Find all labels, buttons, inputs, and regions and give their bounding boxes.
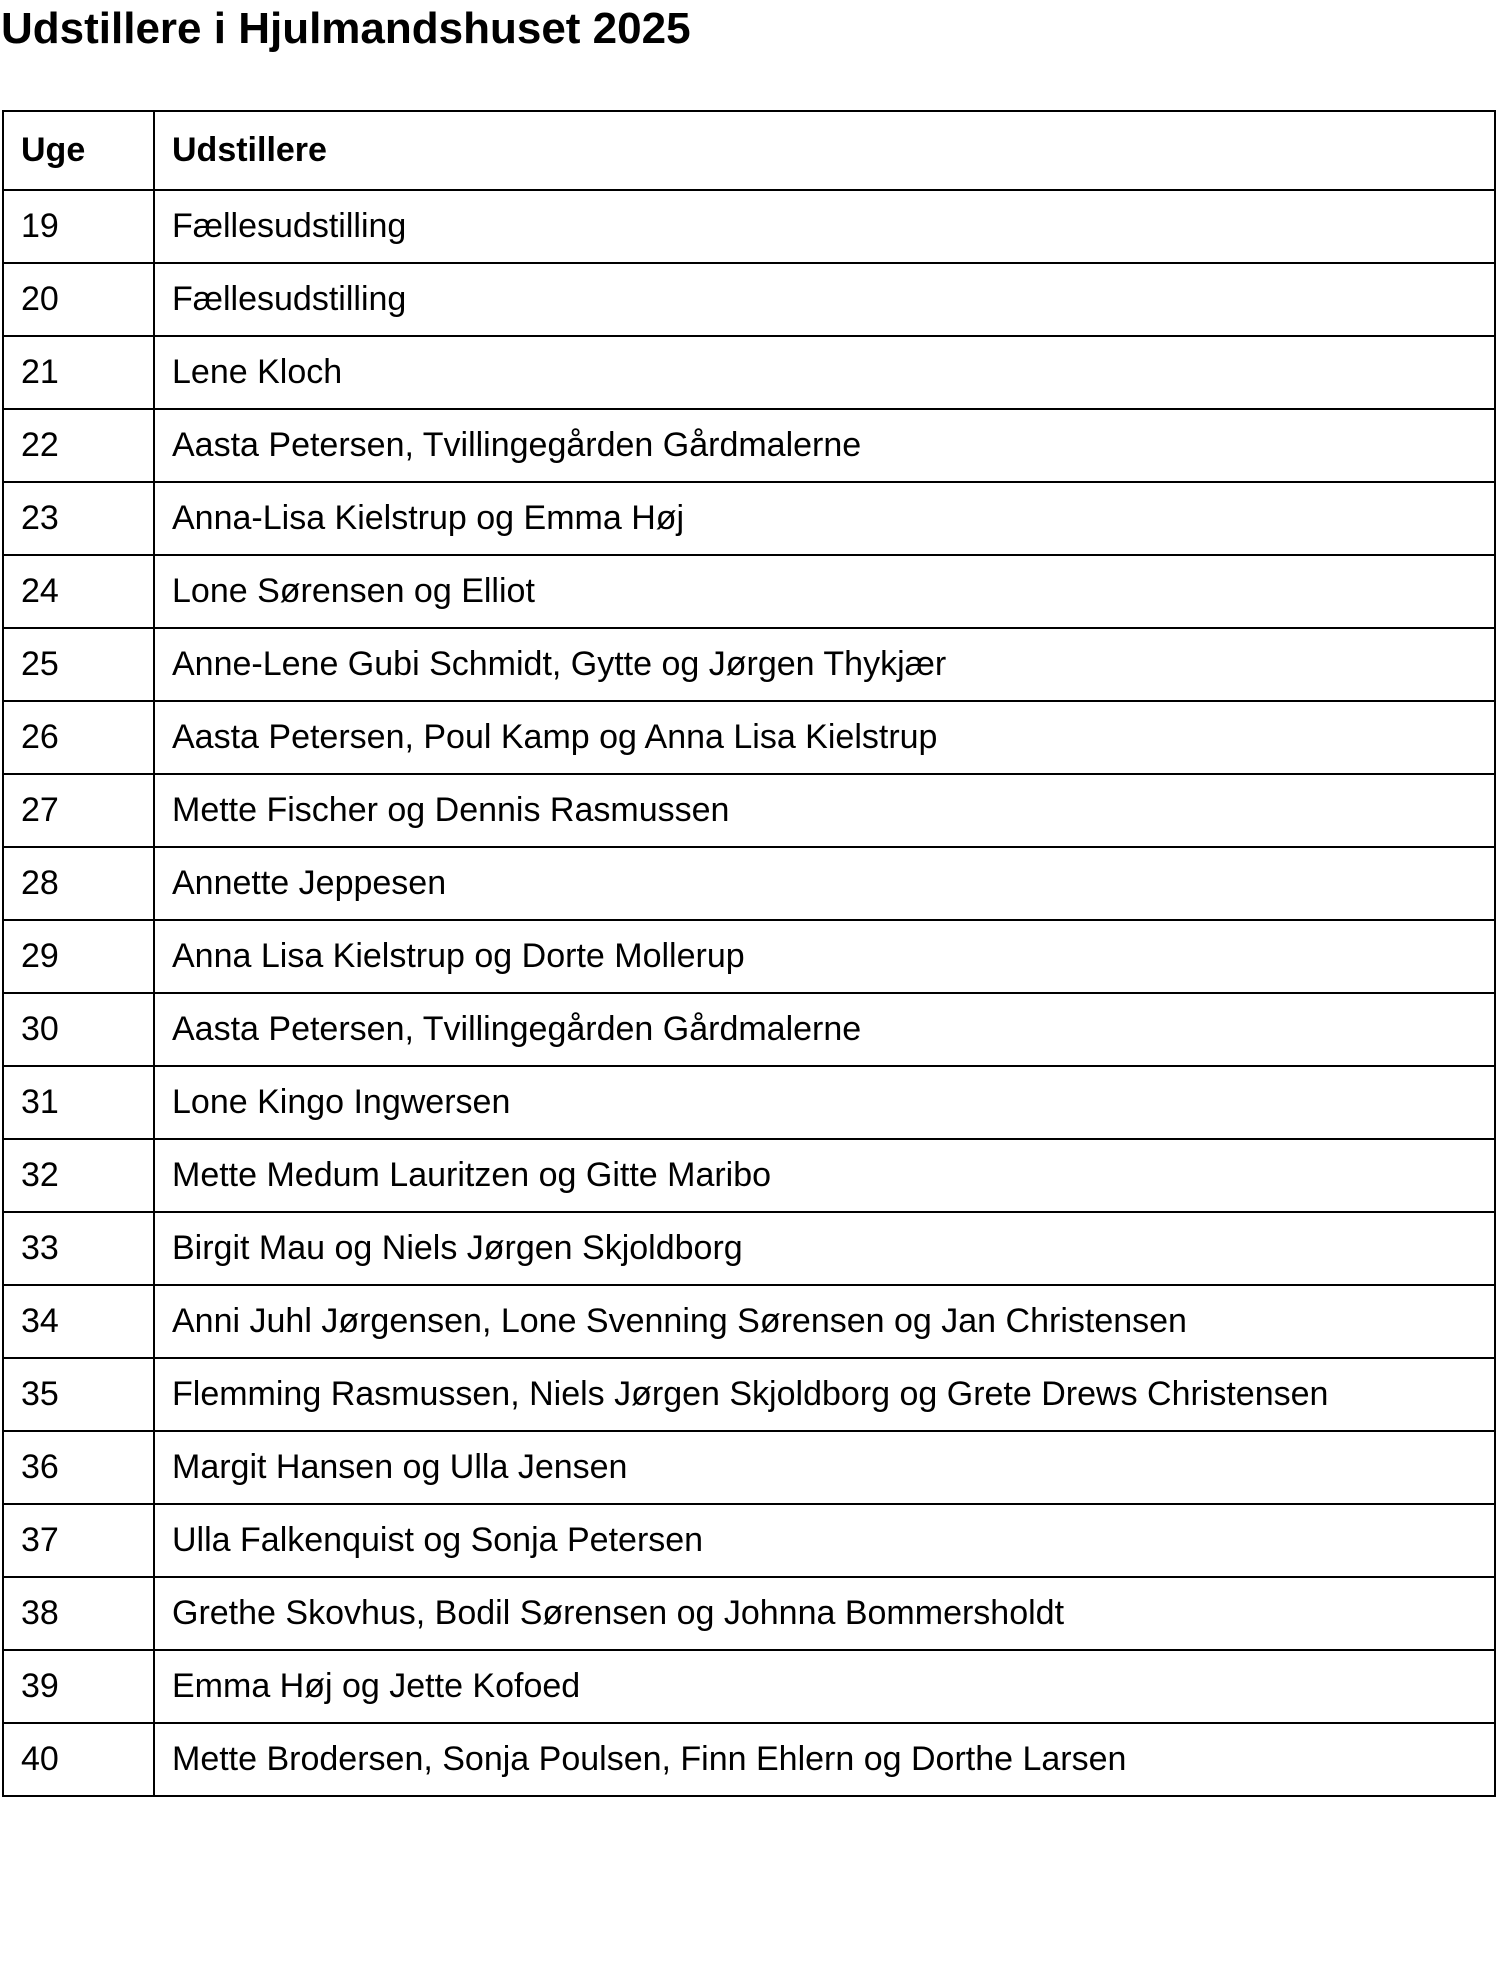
table-row bbox=[3, 1504, 1495, 1577]
exhibitors-cell: Lene Kloch bbox=[154, 336, 1495, 409]
table-row bbox=[3, 1066, 1495, 1139]
exhibitors-cell: Birgit Mau og Niels Jørgen Skjoldborg bbox=[154, 1212, 1495, 1285]
header-exhibitors: Udstillere bbox=[154, 111, 1495, 190]
table-row bbox=[3, 1577, 1495, 1650]
exhibitor-schedule-table bbox=[2, 110, 1496, 1797]
table-row bbox=[3, 1358, 1495, 1431]
exhibitors-cell: Aasta Petersen, Tvillingegården Gårdmalerne bbox=[154, 993, 1495, 1066]
exhibitors-cell: Fællesudstilling bbox=[154, 263, 1495, 336]
week-cell: 24 bbox=[3, 555, 154, 628]
week-cell: 40 bbox=[3, 1723, 154, 1796]
week-cell: 39 bbox=[3, 1650, 154, 1723]
week-cell: 31 bbox=[3, 1066, 154, 1139]
table-row bbox=[3, 774, 1495, 847]
exhibitors-cell: Aasta Petersen, Tvillingegården Gårdmalerne bbox=[154, 409, 1495, 482]
table-row bbox=[3, 190, 1495, 263]
exhibitors-cell: Mette Brodersen, Sonja Poulsen, Finn Ehlern og Dorthe Larsen bbox=[154, 1723, 1495, 1796]
week-cell: 37 bbox=[3, 1504, 154, 1577]
table-row bbox=[3, 263, 1495, 336]
exhibitors-cell: Mette Fischer og Dennis Rasmussen bbox=[154, 774, 1495, 847]
table-row bbox=[3, 628, 1495, 701]
week-cell: 25 bbox=[3, 628, 154, 701]
exhibitors-cell: Fællesudstilling bbox=[154, 190, 1495, 263]
exhibitors-cell: Ulla Falkenquist og Sonja Petersen bbox=[154, 1504, 1495, 1577]
week-cell: 30 bbox=[3, 993, 154, 1066]
table-row bbox=[3, 920, 1495, 993]
week-cell: 20 bbox=[3, 263, 154, 336]
exhibitors-cell: Margit Hansen og Ulla Jensen bbox=[154, 1431, 1495, 1504]
table-row bbox=[3, 1139, 1495, 1212]
week-cell: 22 bbox=[3, 409, 154, 482]
table-row bbox=[3, 993, 1495, 1066]
table-row bbox=[3, 1285, 1495, 1358]
week-cell: 27 bbox=[3, 774, 154, 847]
table-row bbox=[3, 1431, 1495, 1504]
table-row bbox=[3, 409, 1495, 482]
page-title: Udstillere i Hjulmandshuset 2025 bbox=[1, 4, 691, 53]
table-row bbox=[3, 1212, 1495, 1285]
week-cell: 34 bbox=[3, 1285, 154, 1358]
week-cell: 29 bbox=[3, 920, 154, 993]
week-cell: 21 bbox=[3, 336, 154, 409]
exhibitors-cell: Flemming Rasmussen, Niels Jørgen Skjoldborg og Grete Drews Christensen bbox=[154, 1358, 1495, 1431]
table-header-row bbox=[3, 111, 1495, 190]
exhibitors-cell: Anni Juhl Jørgensen, Lone Svenning Sørensen og Jan Christensen bbox=[154, 1285, 1495, 1358]
exhibitors-cell: Annette Jeppesen bbox=[154, 847, 1495, 920]
week-cell: 33 bbox=[3, 1212, 154, 1285]
table-row bbox=[3, 555, 1495, 628]
table-row bbox=[3, 1723, 1495, 1796]
exhibitors-cell: Anna-Lisa Kielstrup og Emma Høj bbox=[154, 482, 1495, 555]
table-row bbox=[3, 701, 1495, 774]
exhibitors-cell: Aasta Petersen, Poul Kamp og Anna Lisa Kielstrup bbox=[154, 701, 1495, 774]
exhibitors-cell: Mette Medum Lauritzen og Gitte Maribo bbox=[154, 1139, 1495, 1212]
exhibitors-cell: Anne-Lene Gubi Schmidt, Gytte og Jørgen Thykjær bbox=[154, 628, 1495, 701]
exhibitors-cell: Emma Høj og Jette Kofoed bbox=[154, 1650, 1495, 1723]
header-week: Uge bbox=[3, 111, 154, 190]
week-cell: 26 bbox=[3, 701, 154, 774]
week-cell: 38 bbox=[3, 1577, 154, 1650]
exhibitors-cell: Anna Lisa Kielstrup og Dorte Mollerup bbox=[154, 920, 1495, 993]
week-cell: 19 bbox=[3, 190, 154, 263]
week-cell: 32 bbox=[3, 1139, 154, 1212]
table-row bbox=[3, 847, 1495, 920]
week-cell: 28 bbox=[3, 847, 154, 920]
table-row bbox=[3, 336, 1495, 409]
exhibitors-cell: Grethe Skovhus, Bodil Sørensen og Johnna Bommersholdt bbox=[154, 1577, 1495, 1650]
week-cell: 23 bbox=[3, 482, 154, 555]
exhibitors-cell: Lone Kingo Ingwersen bbox=[154, 1066, 1495, 1139]
week-cell: 36 bbox=[3, 1431, 154, 1504]
table-row bbox=[3, 1650, 1495, 1723]
week-cell: 35 bbox=[3, 1358, 154, 1431]
table-row bbox=[3, 482, 1495, 555]
exhibitors-cell: Lone Sørensen og Elliot bbox=[154, 555, 1495, 628]
